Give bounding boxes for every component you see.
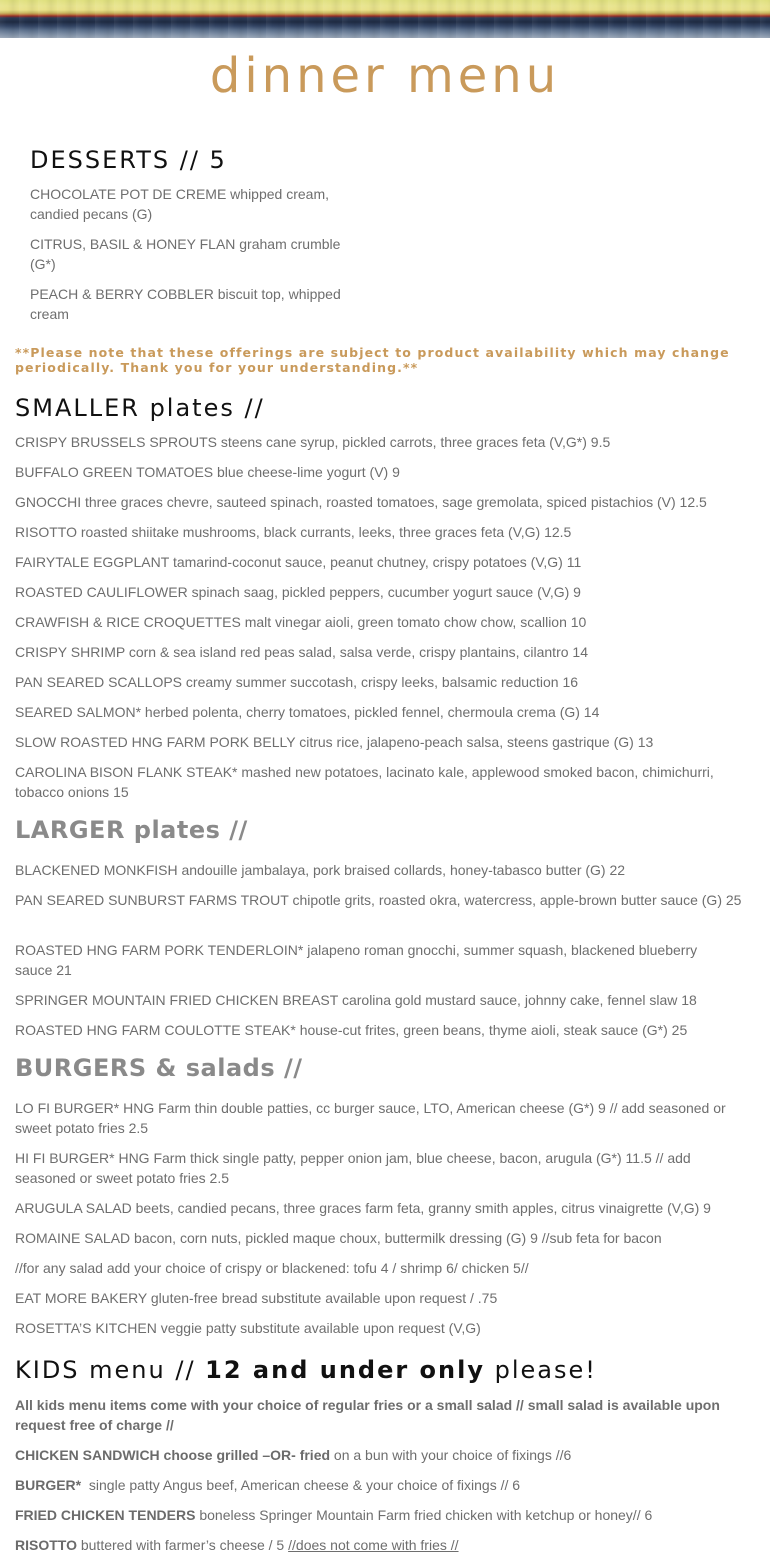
menu-item: ROMAINE SALAD bacon, corn nuts, pickled maque choux, buttermilk dressing (G) 9 //sub feta for bacon bbox=[15, 1230, 662, 1246]
kids-item-desc: single patty Angus beef, American cheese & your choice of fixings // 6 bbox=[81, 1477, 521, 1493]
header-banner-image bbox=[0, 0, 770, 38]
kids-item-name: RISOTTO bbox=[15, 1537, 77, 1553]
kids-menu-item bbox=[15, 1505, 760, 1525]
menu-item: ROASTED CAULIFLOWER spinach saag, pickled peppers, cucumber yogurt sauce (V,G) 9 bbox=[15, 584, 581, 600]
desserts-heading: DESSERTS // 5 bbox=[30, 146, 227, 174]
menu-item: PAN SEARED SUNBURST FARMS TROUT chipotle grits, roasted okra, watercress, apple-brown butter sauce (G) 25 bbox=[15, 892, 742, 908]
menu-item: CRISPY BRUSSELS SPROUTS steens cane syrup, pickled carrots, three graces feta (V,G*) 9.5 bbox=[15, 434, 611, 450]
kids-heading-age-limit: 12 and under only bbox=[205, 1356, 485, 1384]
menu-item: SLOW ROASTED HNG FARM PORK BELLY citrus rice, jalapeno-peach salsa, steens gastrique (G) 13 bbox=[15, 734, 654, 750]
menu-item: HI FI BURGER* HNG Farm thick single patty, pepper onion jam, blue cheese, bacon, arugula (G*) 11.5 // add seasoned or sweet potato fries 2.5 bbox=[15, 1150, 691, 1186]
menu-item: SPRINGER MOUNTAIN FRIED CHICKEN BREAST carolina gold mustard sauce, johnny cake, fennel slaw 18 bbox=[15, 992, 697, 1008]
menu-item: ROSETTA’S KITCHEN veggie patty substitute available upon request (V,G) bbox=[15, 1320, 481, 1336]
larger-plates-heading: LARGER plates // bbox=[15, 816, 248, 844]
menu-item: PAN SEARED SCALLOPS creamy summer succotash, crispy leeks, balsamic reduction 16 bbox=[15, 674, 579, 690]
kids-menu-item bbox=[15, 1535, 760, 1555]
menu-item: ARUGULA SALAD beets, candied pecans, three graces farm feta, granny smith apples, citrus vinaigrette (V,G) 9 bbox=[15, 1200, 711, 1216]
kids-menu-intro: All kids menu items come with your choice of regular fries or a small salad // small salad is available upon request free of charge // bbox=[15, 1397, 720, 1433]
dessert-item: CITRUS, BASIL & HONEY FLAN graham crumble (G*) bbox=[30, 236, 341, 272]
kids-item-desc: on a bun with your choice of fixings //6 bbox=[330, 1447, 572, 1463]
kids-menu-item bbox=[15, 1475, 760, 1495]
kids-heading-prefix: KIDS menu // bbox=[15, 1356, 206, 1384]
menu-item: GNOCCHI three graces chevre, sauteed spinach, roasted tomatoes, sage gremolata, spiced pistachios (V) 12.5 bbox=[15, 494, 707, 510]
kids-item-note: //does not come with fries // bbox=[288, 1537, 459, 1553]
page-title: dinner menu bbox=[209, 48, 561, 104]
kids-menu-item bbox=[15, 1445, 760, 1465]
kids-item-desc: buttered with farmer’s cheese / 5 bbox=[76, 1537, 289, 1553]
kids-item-name: CHICKEN SANDWICH choose grilled –OR- fried bbox=[15, 1447, 331, 1463]
burgers-salads-heading: BURGERS & salads // bbox=[15, 1054, 303, 1082]
menu-item: //for any salad add your choice of crispy or blackened: tofu 4 / shrimp 6/ chicken 5// bbox=[15, 1260, 529, 1276]
menu-item: SEARED SALMON* herbed polenta, cherry tomatoes, pickled fennel, chermoula crema (G) 14 bbox=[15, 704, 600, 720]
menu-item: CRAWFISH & RICE CROQUETTES malt vinegar aioli, green tomato chow chow, scallion 10 bbox=[15, 614, 587, 630]
smaller-plates-heading: SMALLER plates // bbox=[15, 394, 265, 422]
menu-item: BLACKENED MONKFISH andouille jambalaya, pork braised collards, honey-tabasco butter (G) 22 bbox=[15, 862, 626, 878]
menu-item: FAIRYTALE EGGPLANT tamarind-coconut sauce, peanut chutney, crispy potatoes (V,G) 11 bbox=[15, 554, 582, 570]
dessert-item: PEACH & BERRY COBBLER biscuit top, whipped cream bbox=[30, 286, 341, 322]
menu-item: CAROLINA BISON FLANK STEAK* mashed new potatoes, lacinato kale, applewood smoked bacon, chimichurri, tobacco onions 15 bbox=[15, 764, 714, 800]
menu-item: BUFFALO GREEN TOMATOES blue cheese-lime yogurt (V) 9 bbox=[15, 464, 400, 480]
menu-item: ROASTED HNG FARM COULOTTE STEAK* house-cut frites, green beans, thyme aioli, steak sauce (G*) 25 bbox=[15, 1022, 688, 1038]
kids-item-desc: boneless Springer Mountain Farm fried chicken with ketchup or honey// 6 bbox=[195, 1507, 653, 1523]
menu-item: LO FI BURGER* HNG Farm thin double patties, cc burger sauce, LTO, American cheese (G*) 9 // add seasoned or sweet potato fries 2.5 bbox=[15, 1100, 726, 1136]
kids-menu-heading bbox=[15, 1356, 597, 1384]
kids-item-name: FRIED CHICKEN TENDERS bbox=[15, 1507, 196, 1523]
availability-note: **Please note that these offerings are subject to product availability which may change periodically. Thank you for your understanding.** bbox=[15, 345, 730, 375]
menu-item: CRISPY SHRIMP corn & sea island red peas salad, salsa verde, crispy plantains, cilantro 14 bbox=[15, 644, 588, 660]
kids-item-name: BURGER* bbox=[15, 1477, 82, 1493]
menu-item: RISOTTO roasted shiitake mushrooms, black currants, leeks, three graces feta (V,G) 12.5 bbox=[15, 524, 572, 540]
menu-item: EAT MORE BAKERY gluten-free bread substitute available upon request / .75 bbox=[15, 1290, 498, 1306]
menu-item: ROASTED HNG FARM PORK TENDERLOIN* jalapeno roman gnocchi, summer squash, blackened blueberry sauce 21 bbox=[15, 942, 698, 978]
kids-heading-suffix: please! bbox=[485, 1356, 597, 1384]
dessert-item: CHOCOLATE POT DE CREME whipped cream, candied pecans (G) bbox=[30, 186, 330, 222]
